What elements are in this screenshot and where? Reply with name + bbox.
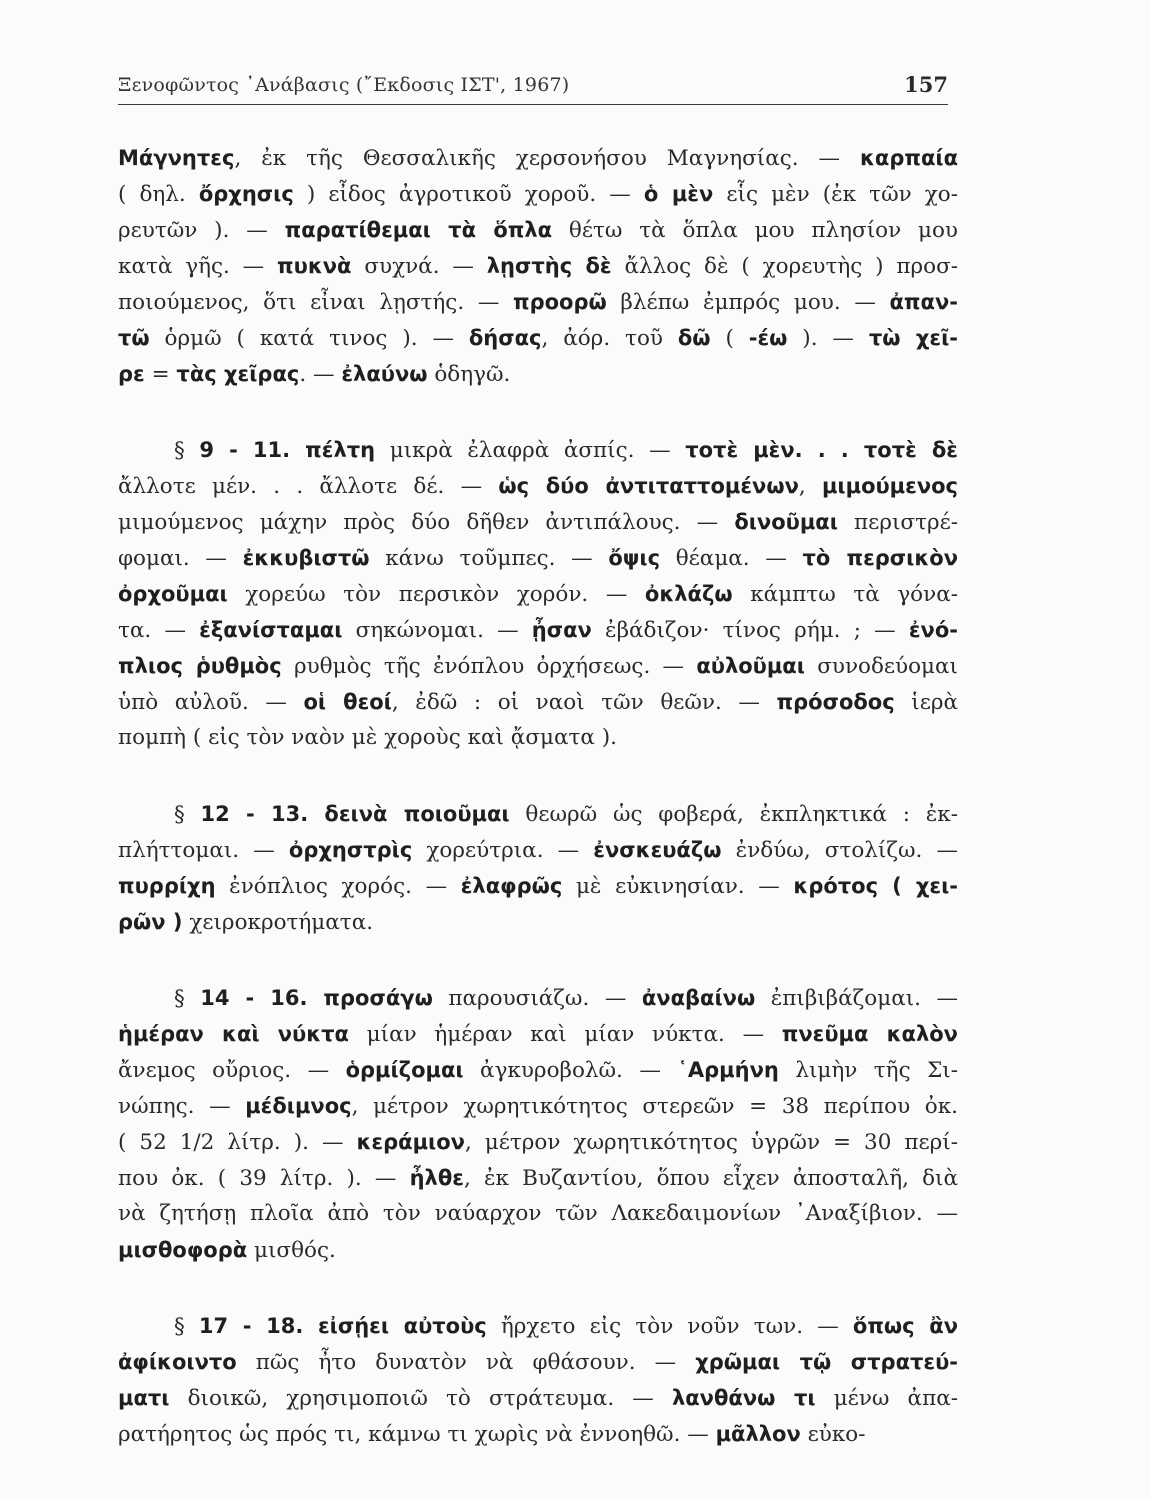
- gloss-text: χορεύτρια. —: [412, 838, 594, 863]
- headword: ἀφίκοιντο: [118, 1350, 237, 1374]
- gloss-text: τα. —: [118, 618, 200, 643]
- text-line: [118, 576, 958, 612]
- headword: τῶ: [118, 326, 150, 350]
- headword: 12 - 13. δεινὰ ποιοῦμαι: [200, 802, 510, 826]
- gloss-text: θέτω τὰ ὅπλα μου πλησίον μου: [552, 218, 958, 243]
- gloss-text: διοικῶ, χρησιμοποιῶ τὸ στράτευμα. —: [169, 1386, 672, 1411]
- headword: ὄρχησις: [198, 182, 294, 206]
- headword: τὰς χεῖρας: [176, 362, 300, 386]
- text-line: [118, 176, 958, 212]
- headword: ἐξανίσταμαι: [199, 618, 343, 642]
- headword: τὸ περσικὸν: [802, 546, 958, 570]
- text-line: [118, 1052, 958, 1088]
- text-line: [118, 1380, 958, 1416]
- text-line: [118, 540, 958, 576]
- headword: ἐκκυβιστῶ: [242, 546, 370, 570]
- gloss-text: §: [174, 986, 201, 1011]
- gloss-text: συχνά. —: [351, 254, 487, 279]
- headword: τὼ χεῖ-: [868, 326, 958, 350]
- headword: ρε: [118, 362, 145, 386]
- gloss-text: ρυθμὸς τῆς ἐνόπλου ὀρχήσεως. —: [281, 654, 697, 679]
- headword: ματι: [118, 1386, 170, 1410]
- gloss-text: ) εἶδος ἀγροτικοῦ χοροῦ. —: [293, 182, 644, 207]
- text-line: [118, 1016, 958, 1052]
- gloss-text: , ἐδῶ : οἱ ναοὶ τῶν θεῶν. —: [391, 690, 777, 715]
- gloss-text: , μέτρον χωρητικότητος στερεῶν = 38 περίπου ὀκ.: [351, 1094, 958, 1119]
- gloss-text: ρατήρητος ὡς πρός τι, κάμνω τι χωρὶς νὰ ἐννοηθῶ. —: [118, 1422, 716, 1447]
- headword: ἐλαύνω: [341, 362, 428, 386]
- gloss-text: ὁρμῶ ( κατά τινος ). —: [149, 326, 469, 351]
- headword: Μάγνητες: [118, 146, 235, 170]
- gloss-text: , ἐκ τῆς Θεσσαλικῆς χερσονήσου Μαγνησίας. —: [234, 146, 860, 171]
- gloss-text: ἄλλοτε μέν. . . ἄλλοτε δέ. —: [118, 474, 499, 499]
- gloss-text: εὐκο-: [800, 1422, 866, 1447]
- headword: ρῶν ): [118, 910, 183, 934]
- gloss-text: ἐπιβιβάζομαι. —: [755, 986, 958, 1011]
- gloss-text: (: [710, 326, 749, 351]
- gloss-text: ἱερὰ: [894, 690, 958, 715]
- text-line: [118, 720, 958, 756]
- gloss-text: πλήττομαι. —: [118, 838, 289, 863]
- text-line: [118, 1124, 958, 1160]
- gloss-text: θέαμα. —: [660, 546, 803, 571]
- headword: λανθάνω τι: [671, 1386, 816, 1410]
- headword: πρόσοδος: [776, 690, 895, 714]
- gloss-text: πομπὴ ( εἰς τὸν ναὸν μὲ χοροὺς καὶ ᾄσματα ).: [118, 725, 617, 750]
- gloss-text: μιμούμενος μάχην πρὸς δύο δῆθεν ἀντιπάλους. —: [118, 510, 735, 535]
- headword: οἱ θεοί: [303, 690, 392, 714]
- gloss-text: §: [174, 438, 200, 463]
- text-line: [118, 868, 958, 904]
- headword: ἦλθε: [409, 1166, 464, 1190]
- headword: ὅπως ἂν: [852, 1314, 958, 1338]
- gloss-text: ρευτῶν ). —: [118, 218, 285, 243]
- text-line: [118, 212, 958, 248]
- gloss-text: μισθός.: [247, 1238, 336, 1263]
- headword: 17 - 18. εἰσῄει αὐτοὺς: [198, 1314, 487, 1338]
- headword: δῶ: [677, 326, 711, 350]
- gloss-text: σηκώνομαι. —: [342, 618, 532, 643]
- gloss-text: , μέτρον χωρητικότητος ὑγρῶν = 30 περί-: [464, 1130, 958, 1155]
- text-line: [118, 356, 958, 392]
- gloss-text: πῶς ἦτο δυνατὸν νὰ φθάσουν. —: [236, 1350, 696, 1375]
- gloss-text: που ὀκ. ( 39 λίτρ. ). —: [118, 1166, 410, 1191]
- text-line: [118, 248, 958, 284]
- headword: παρατίθεμαι τὰ ὅπλα: [284, 218, 553, 242]
- headword: δήσας: [468, 326, 542, 350]
- gloss-text: ( δηλ.: [118, 182, 199, 207]
- gloss-text: λιμὴν τῆς Σι-: [778, 1058, 958, 1083]
- gloss-text: νώπης. —: [118, 1094, 246, 1119]
- gloss-text: μίαν ἡμέραν καὶ μίαν νύκτα. —: [348, 1022, 782, 1047]
- running-header: [118, 70, 948, 105]
- gloss-text: ἐβάδιζον· τίνος ρήμ. ; —: [591, 618, 909, 643]
- headword: ὀκλάζω: [644, 582, 733, 606]
- headword: καρπαία: [859, 146, 958, 170]
- headword: ὁρμίζομαι: [345, 1058, 464, 1082]
- text-line: [118, 684, 958, 720]
- running-header-title: Ξενοφῶντος ᾽Ανάβασις (῎Εκδοσις ΙΣΤ', 1967): [118, 74, 570, 96]
- text-line: [118, 980, 958, 1016]
- text-line: [118, 1232, 958, 1268]
- gloss-text: §: [174, 802, 201, 827]
- gloss-text: μένω ἀπα-: [815, 1386, 958, 1411]
- headword: λῃστὴς δὲ: [486, 254, 612, 278]
- text-line: [118, 904, 958, 940]
- text-line: [118, 504, 958, 540]
- page-number: 157: [904, 72, 948, 97]
- gloss-text: , ἐκ Βυζαντίου, ὅπου εἶχεν ἀποσταλῆ, διὰ: [463, 1166, 958, 1191]
- headword: ὀρχοῦμαι: [118, 582, 228, 606]
- text-line: [118, 1088, 958, 1124]
- gloss-text: μὲ εὐκινησίαν. —: [562, 874, 794, 899]
- gloss-text: ( 52 1/2 λίτρ. ). —: [118, 1130, 357, 1155]
- headword: ὄψις: [608, 546, 661, 570]
- glossary-paragraph: [118, 980, 958, 1268]
- text-line: [118, 796, 958, 832]
- gloss-text: ,: [798, 474, 822, 499]
- headword: κεράμιον: [356, 1130, 465, 1154]
- headword: αὐλοῦμαι: [696, 654, 805, 678]
- gloss-text: χειροκροτήματα.: [182, 910, 374, 935]
- gloss-text: θεωρῶ ὡς φοβερά, ἐκπληκτικά : ἐκ-: [509, 802, 958, 827]
- gloss-text: κάνω τοῦμπες. —: [369, 546, 609, 571]
- gloss-text: νὰ ζητήσῃ πλοῖα ἀπὸ τὸν ναύαρχον τῶν Λακεδαιμονίων ᾽Αναξίβιον. —: [118, 1201, 958, 1226]
- gloss-text: συνοδεύομαι: [804, 654, 958, 679]
- gloss-text: ἄλλος δὲ ( χορευτὴς ) προσ-: [611, 254, 958, 279]
- headword: προορῶ: [512, 290, 607, 314]
- gloss-text: , ἀόρ. τοῦ: [541, 326, 678, 351]
- headword: μέδιμνος: [245, 1094, 352, 1118]
- gloss-text: ἀγκυροβολῶ. —: [463, 1058, 678, 1083]
- text-line: [118, 1196, 958, 1232]
- text-line: [118, 468, 958, 504]
- gloss-text: . —: [299, 362, 342, 387]
- headword: 9 - 11. πέλτη: [199, 438, 376, 462]
- gloss-text: ἤρχετο εἰς τὸν νοῦν των. —: [486, 1314, 853, 1339]
- gloss-text: παρουσιάζω. —: [432, 986, 642, 1011]
- headword: ἡμέραν καὶ νύκτα: [118, 1022, 349, 1046]
- gloss-text: ἐνόπλιος χορός. —: [215, 874, 461, 899]
- headword: μιμούμενος: [821, 474, 958, 498]
- gloss-text: ποιούμενος, ὅτι εἶναι λῃστής. —: [118, 290, 513, 315]
- headword: πυρρίχη: [118, 874, 216, 898]
- headword: ὀρχηστρὶς: [288, 838, 413, 862]
- gloss-text: εἷς μὲν (ἐκ τῶν χο-: [713, 182, 958, 207]
- headword: ἀναβαίνω: [641, 986, 756, 1010]
- glossary-paragraph: [118, 140, 958, 392]
- text-line: [118, 140, 958, 176]
- gloss-text: ὁδηγῶ.: [427, 362, 511, 387]
- glossary-paragraph: [118, 796, 958, 940]
- text-line: [118, 1308, 958, 1344]
- gloss-text: μικρὰ ἐλαφρὰ ἀσπίς. —: [375, 438, 686, 463]
- headword: χρῶμαι τῷ στρατεύ-: [695, 1350, 958, 1374]
- gloss-text: ἄνεμος οὔριος. —: [118, 1058, 346, 1083]
- gloss-text: ἐνδύω, στολίζω. —: [721, 838, 958, 863]
- text-line: [118, 648, 958, 684]
- text-line: [118, 1160, 958, 1196]
- headword: τοτὲ μὲν. . . τοτὲ δὲ: [685, 438, 958, 462]
- text-line: [118, 432, 958, 468]
- gloss-text: =: [144, 362, 177, 387]
- glossary-paragraph: [118, 432, 958, 756]
- text-line: [118, 612, 958, 648]
- headword: ὁ μὲν: [643, 182, 714, 206]
- gloss-text: ὑπὸ αὐλοῦ. —: [118, 690, 304, 715]
- text-line: [118, 1344, 958, 1380]
- gloss-text: βλέπω ἐμπρός μου. —: [606, 290, 890, 315]
- gloss-text: χορεύω τὸν περσικὸν χορόν. —: [227, 582, 645, 607]
- headword: ἐνσκευάζω: [593, 838, 722, 862]
- headword: ῾Αρμήνη: [677, 1058, 779, 1082]
- text-line: [118, 320, 958, 356]
- headword: μισθοφορὰ: [118, 1238, 248, 1262]
- gloss-text: κάμπτω τὰ γόνα-: [732, 582, 958, 607]
- headword: κρότος ( χει-: [793, 874, 958, 898]
- headword: πλιος ῥυθμὸς: [118, 654, 282, 678]
- headword: 14 - 16. προσάγω: [200, 986, 433, 1010]
- gloss-text: §: [174, 1314, 199, 1339]
- headword: ᾖσαν: [531, 618, 592, 642]
- headword: ἐνό-: [908, 618, 958, 642]
- headword: πνεῦμα καλὸν: [781, 1022, 958, 1046]
- headword: -έω: [748, 326, 788, 350]
- glossary-paragraph: [118, 1308, 958, 1452]
- headword: ἐλαφρῶς: [460, 874, 563, 898]
- text-line: [118, 832, 958, 868]
- headword: ἀπαν-: [889, 290, 958, 314]
- headword: πυκνὰ: [277, 254, 352, 278]
- text-line: [118, 284, 958, 320]
- headword: ὡς δύο ἀντιταττομένων: [498, 474, 799, 498]
- text-line: [118, 1416, 958, 1452]
- glossary-body: [118, 140, 958, 1492]
- gloss-text: ). —: [787, 326, 869, 351]
- gloss-text: κατὰ γῆς. —: [118, 254, 278, 279]
- gloss-text: περιστρέ-: [837, 510, 958, 535]
- headword: μᾶλλον: [715, 1422, 801, 1446]
- headword: δινοῦμαι: [734, 510, 838, 534]
- gloss-text: φομαι. —: [118, 546, 243, 571]
